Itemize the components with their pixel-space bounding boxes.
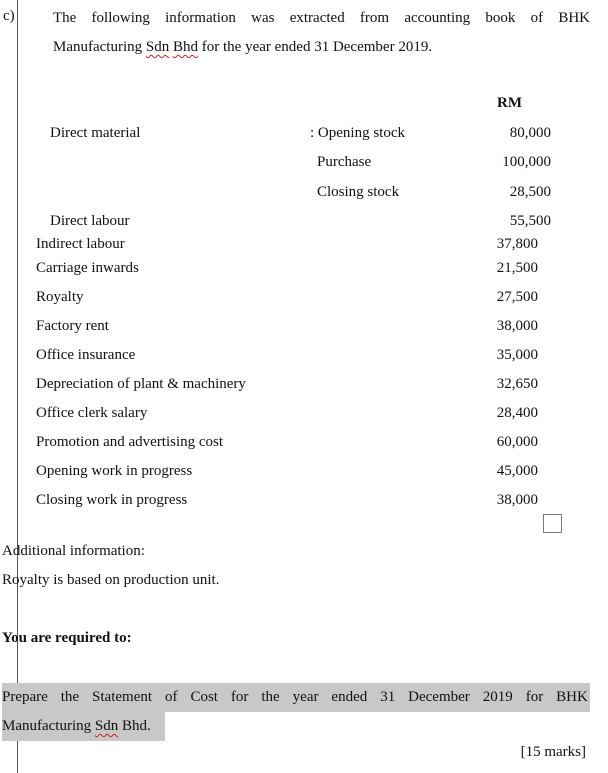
task-word: for [230, 689, 249, 705]
cost-item-amount: 28,400 [496, 405, 538, 421]
margin-guide-line [17, 0, 18, 773]
cost-item-label: Office insurance [36, 347, 136, 363]
intro-line-2: Manufacturing Sdn Bhd for the year ended 31 December 2019. [53, 39, 433, 55]
additional-info-heading: Additional information: [2, 543, 145, 559]
cost-item-label: Carriage inwards [36, 260, 139, 276]
intro-paragraph [53, 4, 590, 62]
cost-item-amount: 32,650 [496, 376, 538, 392]
requirement-heading: You are required to: [2, 630, 132, 646]
task-word: 31 [380, 689, 396, 705]
task-word: of [165, 689, 178, 705]
cost-item-label: Depreciation of plant & machinery [36, 376, 246, 392]
task-word: BHK [556, 689, 588, 705]
cost-item-amount: 38,000 [496, 318, 538, 334]
dm-sub-item-amount: 100,000 [502, 154, 551, 170]
task-word: the [261, 689, 280, 705]
additional-info-note: Royalty is based on production unit. [2, 572, 220, 588]
task-paragraph [2, 683, 590, 741]
task-word: the [60, 689, 80, 705]
task-line-1 [2, 683, 590, 712]
dm-sub-item-amount: 28,500 [509, 184, 551, 200]
task-line-2: Manufacturing Sdn Bhd. [2, 712, 165, 741]
cost-item-label: Closing work in progress [36, 492, 188, 508]
dm-sub-item-label: Closing stock [317, 184, 400, 200]
cost-item-amount: 21,500 [496, 260, 538, 276]
cost-item-label: Indirect labour [36, 236, 125, 252]
cost-item-amount: 38,000 [496, 492, 538, 508]
cost-item-amount: 37,800 [496, 236, 538, 252]
currency-header: RM [497, 95, 522, 111]
cost-item-label: Promotion and advertising cost [36, 434, 224, 450]
direct-material-label: Direct material [50, 125, 141, 141]
dm-sub-item-label: : Opening stock [310, 125, 405, 141]
checkbox[interactable] [543, 514, 562, 533]
cost-item-label: Opening work in progress [36, 463, 193, 479]
cost-item-amount: 35,000 [496, 347, 538, 363]
task-word: year [292, 689, 319, 705]
marks-label: [15 marks] [520, 744, 586, 760]
cost-item-amount: 60,000 [496, 434, 538, 450]
spellcheck-flag-sdn: Sdn [145, 39, 170, 55]
cost-item-label: Factory rent [36, 318, 109, 334]
task-word: ended [331, 689, 368, 705]
dm-sub-item-amount: 80,000 [509, 125, 551, 141]
spellcheck-flag-bhd: Bhd [172, 39, 198, 55]
task-word: 2019 [482, 689, 513, 705]
cost-item-label: Royalty [36, 289, 84, 305]
cost-item-amount: 55,500 [509, 213, 551, 229]
question-label: c) [3, 8, 15, 24]
spellcheck-flag-sdn: Sdn [94, 718, 119, 734]
task-word: Cost [190, 689, 218, 705]
cost-item-label: Office clerk salary [36, 405, 148, 421]
task-word: December [408, 689, 470, 705]
task-word: Prepare [2, 689, 48, 705]
intro-line-1: The following information was extracted from accounting book of BHK [53, 10, 590, 26]
task-word: for [525, 689, 544, 705]
cost-item-label: Direct labour [50, 213, 130, 229]
task-word: Statement [92, 689, 153, 705]
dm-sub-item-label: Purchase [317, 154, 372, 170]
cost-item-amount: 27,500 [496, 289, 538, 305]
cost-item-amount: 45,000 [496, 463, 538, 479]
